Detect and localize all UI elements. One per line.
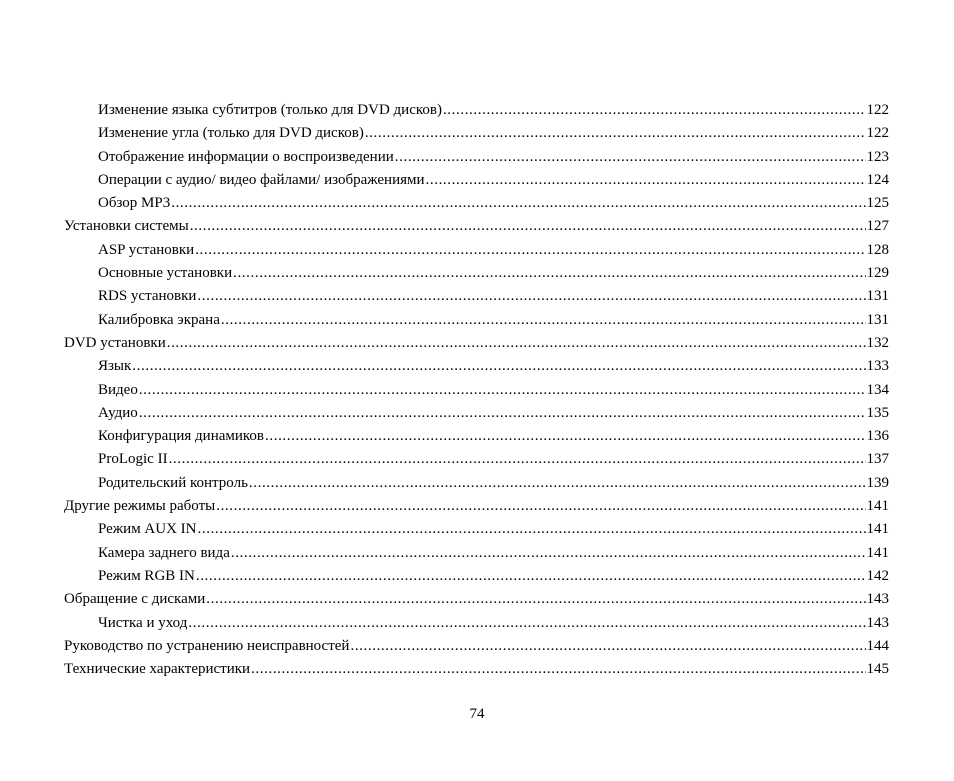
toc-entry-title: Калибровка экрана [98, 311, 220, 328]
toc-entry[interactable] [64, 565, 889, 588]
toc-entry[interactable] [64, 658, 889, 681]
toc-entry-title: Руководство по устранению неисправностей [64, 637, 350, 654]
toc-entry[interactable] [64, 332, 889, 355]
toc-entry-title: Чистка и уход [98, 614, 188, 631]
toc-entry-title: Режим RGB IN [98, 567, 195, 584]
toc-dot-leader [221, 309, 866, 332]
toc-dot-leader [190, 215, 866, 238]
toc-entry[interactable] [64, 285, 889, 308]
toc-dot-leader [169, 448, 866, 471]
toc-entry-page: 135 [866, 404, 889, 421]
toc-dot-leader [216, 495, 865, 518]
toc-entry[interactable] [64, 239, 889, 262]
toc-dot-leader [188, 612, 865, 635]
toc-entry[interactable] [64, 425, 889, 448]
toc-entry-page: 139 [866, 474, 889, 491]
toc-entry[interactable] [64, 472, 889, 495]
toc-dot-leader [139, 402, 866, 425]
toc-entry-page: 124 [866, 171, 889, 188]
toc-entry-title: Основные установки [98, 265, 233, 282]
toc-entry-page: 122 [866, 102, 889, 118]
toc-entry-title: ASP установки [98, 241, 195, 258]
toc-dot-leader [265, 425, 865, 448]
toc-entry-title: Аудио [98, 404, 138, 421]
toc-entry-title: Родительский контроль [98, 474, 248, 491]
toc-dot-leader [443, 99, 866, 122]
toc-dot-leader [139, 379, 866, 402]
toc-entry[interactable] [64, 635, 889, 658]
toc-entry-page: 145 [866, 661, 889, 678]
toc-entry-title: Обращение с дисками [64, 591, 206, 608]
toc-entry-title: Другие режимы работы [64, 498, 216, 515]
toc-entry-page: 143 [866, 591, 889, 608]
toc-entry-title: Установки системы [64, 218, 189, 235]
toc-entry-page: 143 [866, 614, 889, 631]
toc-entry[interactable] [64, 379, 889, 402]
toc-entry-title: Технические характеристики [64, 661, 251, 678]
toc-dot-leader [167, 332, 866, 355]
toc-entry[interactable] [64, 192, 889, 215]
toc-dot-leader [132, 355, 865, 378]
toc-entry-title: Конфигурация динамиков [98, 428, 265, 445]
toc-entry[interactable] [64, 169, 889, 192]
toc-entry[interactable] [64, 262, 889, 285]
toc-entry[interactable] [64, 215, 889, 238]
toc-entry-page: 125 [866, 195, 889, 212]
toc-entry[interactable] [64, 355, 889, 378]
toc-entry-page: 127 [866, 218, 889, 235]
toc-dot-leader [196, 565, 866, 588]
toc-entry-page: 131 [866, 311, 889, 328]
toc-entry-title: Язык [98, 358, 132, 375]
toc-entry-page: 123 [866, 148, 889, 165]
toc-entry-title: Обзор MP3 [98, 195, 171, 212]
toc-entry[interactable] [64, 588, 889, 611]
toc-entry-title: RDS установки [98, 288, 197, 305]
toc-entry-page: 141 [866, 544, 889, 561]
toc-entry[interactable] [64, 612, 889, 635]
toc-entry-page: 137 [866, 451, 889, 468]
toc-entry-page: 128 [866, 241, 889, 258]
toc-entry[interactable] [64, 146, 889, 169]
toc-entry[interactable] [64, 495, 889, 518]
toc-dot-leader [195, 239, 865, 262]
toc-entry[interactable] [64, 518, 889, 541]
toc-entry-title: Изменение языка субтитров (только для DVD дисков) [98, 102, 442, 118]
toc-entry[interactable] [64, 448, 889, 471]
toc-dot-leader [197, 285, 865, 308]
toc-entry-page: 132 [866, 334, 889, 351]
toc-dot-leader [171, 192, 865, 215]
toc-entry-page: 144 [866, 637, 889, 654]
toc-entry[interactable] [64, 402, 889, 425]
toc-dot-leader [395, 146, 866, 169]
toc-entry-page: 134 [866, 381, 889, 398]
toc-entry-page: 122 [866, 125, 889, 142]
toc-entry-title: Отображение информации о воспроизведении [98, 148, 394, 165]
toc-entry[interactable] [64, 99, 889, 122]
toc-entry-title: ProLogic II [98, 451, 168, 468]
toc-entry-page: 131 [866, 288, 889, 305]
toc-entry-page: 141 [866, 521, 889, 538]
toc-dot-leader [350, 635, 865, 658]
toc-entry-page: 136 [866, 428, 889, 445]
table-of-contents [64, 99, 889, 681]
toc-entry[interactable] [64, 309, 889, 332]
toc-dot-leader [365, 122, 866, 145]
toc-dot-leader [206, 588, 865, 611]
toc-entry-page: 141 [866, 498, 889, 515]
toc-dot-leader [233, 262, 865, 285]
toc-dot-leader [249, 472, 866, 495]
toc-entry[interactable] [64, 542, 889, 565]
toc-entry[interactable] [64, 122, 889, 145]
toc-entry-title: Видео [98, 381, 138, 398]
toc-dot-leader [426, 169, 866, 192]
toc-entry-title: Изменение угла (только для DVD дисков) [98, 125, 364, 142]
toc-entry-page: 142 [866, 567, 889, 584]
page-number: 74 [469, 706, 485, 722]
toc-dot-leader [251, 658, 865, 681]
toc-entry-title: Операции с аудио/ видео файлами/ изображениями [98, 171, 425, 188]
toc-entry-page: 133 [866, 358, 889, 375]
toc-dot-leader [231, 542, 866, 565]
toc-entry-page: 129 [866, 265, 889, 282]
toc-entry-title: DVD установки [64, 334, 166, 351]
toc-dot-leader [198, 518, 866, 541]
toc-entry-title: Камера заднего вида [98, 544, 230, 561]
toc-entry-title: Режим AUX IN [98, 521, 197, 538]
